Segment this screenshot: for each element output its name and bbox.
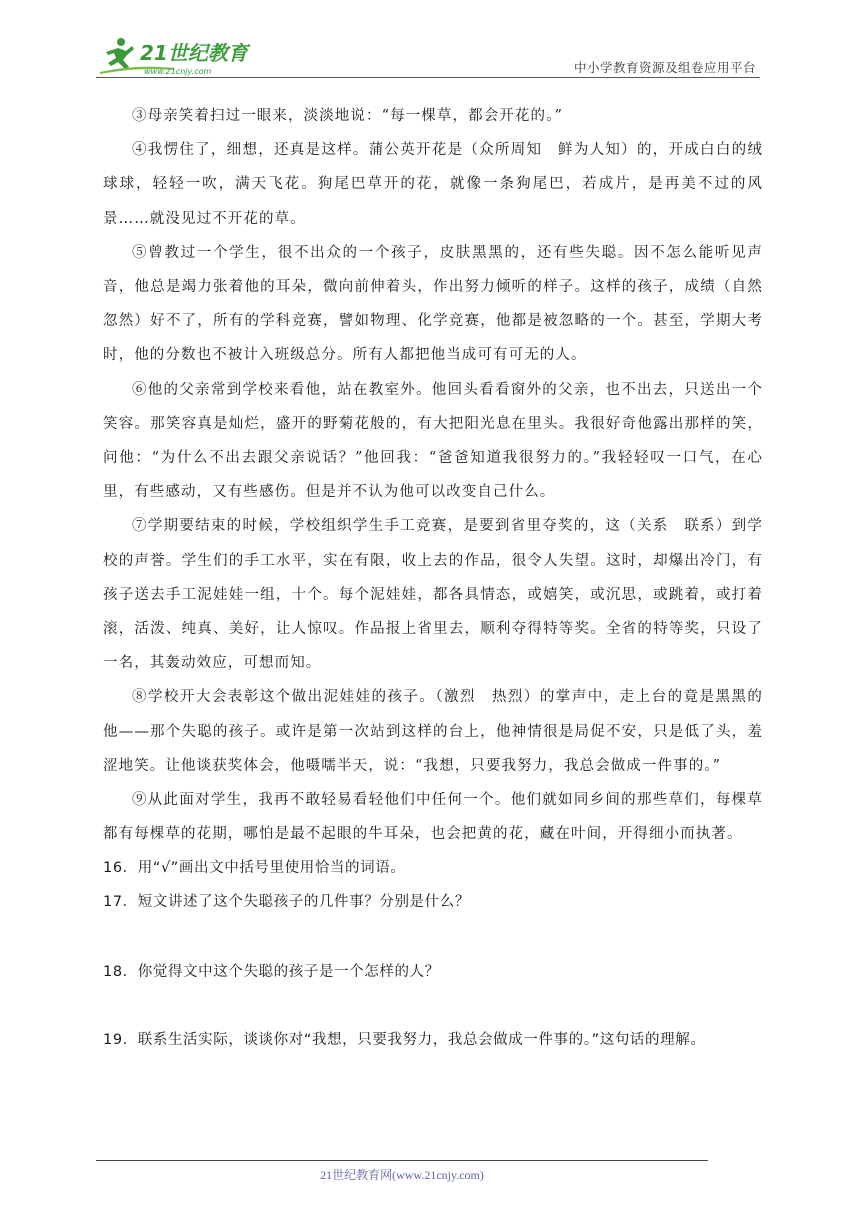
footer-link[interactable]: 21世纪教育网(www.21cnjy.com): [320, 1168, 484, 1182]
header-divider: [96, 77, 760, 78]
question-17: 17．短文讲述了这个失聪孩子的几件事？分别是什么？: [103, 894, 470, 911]
page-header: [96, 34, 760, 78]
question-18: 18．你觉得文中这个失聪的孩子是一个怎样的人？: [103, 964, 440, 981]
paragraph-3: ③母亲笑着扫过一眼来，淡淡地说：“每一棵草，都会开花的。”: [132, 108, 563, 124]
logo-text: 21世纪教育: [140, 41, 248, 65]
question-19: 19．联系生活实际，谈谈你对“我想，只要我努力，我总会做成一件事的。”这句话的理解。: [103, 1032, 706, 1049]
paragraph-4: ④我愣住了，细想，还真是这样。蒲公英开花是（众所周知 鲜为人知）的，开成白白的绒球球，轻轻一吹，满天飞花。狗尾巴草开的花，就像一条狗尾巴，若成片，是再美不过的风景……就没见过不开花的草。: [103, 142, 763, 227]
paragraph-9: ⑨从此面对学生，我再不敢轻易看轻他们中任何一个。他们就如同乡间的那些草们，每棵草都有每棵草的花期，哪怕是最不起眼的牛耳朵，也会把黄的花，藏在叶间，开得细小而执著。: [103, 792, 763, 843]
paragraph-6: ⑥他的父亲常到学校来看他，站在教室外。他回头看看窗外的父亲，也不出去，只送出一个笑容。那笑容真是灿烂，盛开的野菊花般的，有大把阳光息在里头。我很好奇他露出那样的笑，问他：“为什么不出去跟父亲说话？”他回我：“爸爸知道我很努力的。”我轻轻叹一口气，在心里，有些感动，又有些感伤。但是并不认为他可以改变自己什么。: [103, 381, 763, 501]
passage-content: [103, 99, 779, 1057]
question-16: 16．用“√”画出文中括号里使用恰当的词语。: [103, 860, 406, 877]
logo-url: www.21cnjy.com: [144, 67, 212, 76]
footer-divider: [96, 1160, 708, 1161]
header-tagline: 中小学教育资源及组卷应用平台: [573, 60, 756, 75]
paragraph-8: ⑧学校开大会表彰这个做出泥娃娃的孩子。（激烈 热烈）的掌声中，走上台的竟是黑黑的他——那个失聪的孩子。或许是第一次站到这样的台上，他神情很是局促不安，只是低了头，羞涩地笑。让他谈获奖体会，他嗫嚅半天，说：“我想，只要我努力，我总会做成一件事的。”: [103, 689, 763, 774]
paragraph-5: ⑤曾教过一个学生，很不出众的一个孩子，皮肤黑黑的，还有些失聪。因不怎么能听见声音，他总是竭力张着他的耳朵，微向前伸着头，作出努力倾听的样子。这样的孩子，成绩（自然 忽然）好不了，所有的学科竞赛，譬如物理、化学竞赛，他都是被忽略的一个。甚至，学期大考时，他的分数也不被计入班级总分。所有人都把他当成可有可无的人。: [103, 244, 779, 364]
paragraph-7: ⑦学期要结束的时候，学校组织学生手工竞赛，是要到省里夺奖的，这（关系 联系）到学校的声誉。学生们的手工水平，实在有限，收上去的作品，很令人失望。这时，却爆出冷门，有孩子送去手工泥娃娃一组，十个。每个泥娃娃，都各具情态，或嬉笑，或沉思，或跳着，或打着滚，活泼、纯真、美好，让人惊叹。作品报上省里去，顺利夺得特等奖。全省的特等奖，只设了一名，其轰动效应，可想而知。: [103, 518, 763, 672]
question-list: [103, 851, 763, 1057]
site-logo: [96, 34, 256, 78]
